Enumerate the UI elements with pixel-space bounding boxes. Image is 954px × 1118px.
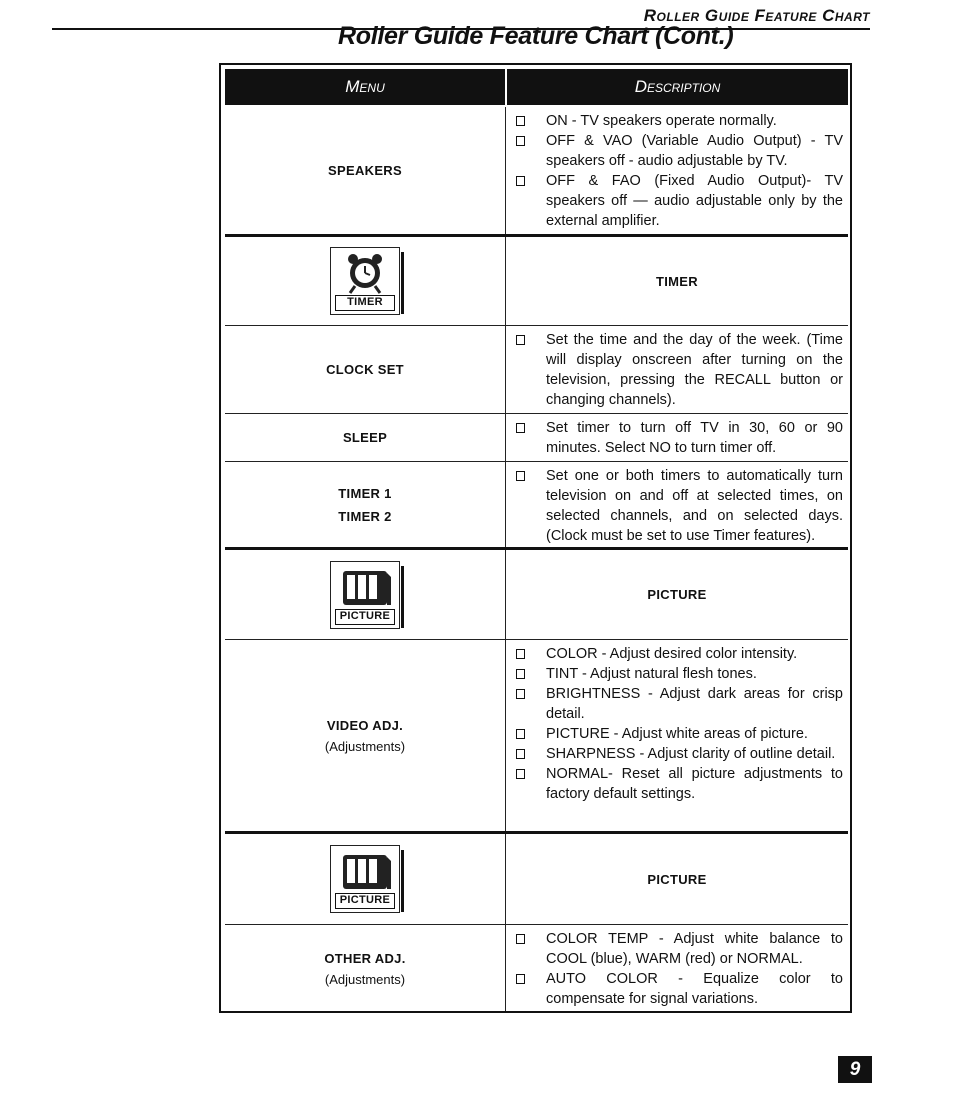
table-row-picture-section: [225, 834, 848, 925]
menu-cell: [225, 550, 506, 639]
page-number: 9: [838, 1056, 872, 1083]
list-item: OFF & FAO (Fixed Audio Output)- TV speakers off — audio adjustable only by the external amplifier.: [514, 171, 843, 231]
list-item: TINT - Adjust natural flesh tones.: [514, 664, 843, 684]
menu-label-video-adj: VIDEO ADJ.: [326, 718, 404, 733]
icon-caption: TIMER: [335, 295, 395, 311]
checkbox-bullet-icon: [516, 471, 525, 481]
menu-sublabel: (Adjustments): [324, 739, 406, 754]
table-row-timers: [225, 462, 848, 550]
tv-screen-icon: [335, 849, 395, 895]
checkbox-bullet-icon: [516, 423, 525, 433]
menu-cell: [225, 462, 506, 547]
checkbox-bullet-icon: [516, 729, 525, 739]
checkbox-bullet-icon: [516, 116, 525, 126]
table-row-video-adj: [225, 640, 848, 834]
checkbox-bullet-icon: [516, 669, 525, 679]
menu-cell: [225, 834, 506, 924]
table-row-clock-set: [225, 326, 848, 414]
checkbox-bullet-icon: [516, 176, 525, 186]
list-item: COLOR TEMP - Adjust white balance to COOL (blue), WARM (red) or NORMAL.: [514, 929, 843, 969]
list-item: OFF & VAO (Variable Audio Output) - TV speakers off - audio adjustable by TV.: [514, 131, 843, 171]
description-cell: [506, 414, 848, 461]
list-item: BRIGHTNESS - Adjust dark areas for crisp detail.: [514, 684, 843, 724]
menu-label-timer-2: TIMER 2: [338, 508, 392, 524]
feature-chart-table: [219, 63, 852, 1013]
checkbox-bullet-icon: [516, 749, 525, 759]
menu-label-timer-1: TIMER 1: [338, 485, 392, 501]
table-row-speakers: [225, 107, 848, 237]
checkbox-bullet-icon: [516, 649, 525, 659]
checkbox-bullet-icon: [516, 335, 525, 345]
menu-label-sleep: SLEEP: [342, 430, 388, 445]
description-cell: [506, 462, 848, 547]
menu-sublabel: (Adjustments): [324, 971, 406, 987]
page-title: Roller Guide Feature Chart (Cont.): [338, 22, 734, 50]
icon-caption: PICTURE: [335, 893, 395, 909]
description-cell: [506, 326, 848, 413]
menu-cell: [225, 925, 506, 1011]
description-cell: [506, 834, 848, 924]
table-row-sleep: [225, 414, 848, 462]
tv-screen-icon: [335, 565, 395, 611]
table-row-other-adj: [225, 925, 848, 1011]
description-cell: [506, 925, 848, 1011]
table-header-row: [225, 69, 848, 105]
menu-cell: [225, 107, 506, 234]
checkbox-bullet-icon: [516, 934, 525, 944]
checkbox-bullet-icon: [516, 974, 525, 984]
list-item: COLOR - Adjust desired color intensity.: [514, 644, 843, 664]
description-cell: [506, 237, 848, 325]
menu-cell: [225, 414, 506, 461]
section-label-picture: PICTURE: [647, 587, 707, 602]
menu-label-clock-set: CLOCK SET: [326, 362, 404, 377]
list-item: PICTURE - Adjust white areas of picture.: [514, 724, 843, 744]
section-label-timer: TIMER: [656, 273, 698, 289]
list-item: Set timer to turn off TV in 30, 60 or 90 minutes. Select NO to turn timer off.: [514, 418, 843, 458]
list-item: Set the time and the day of the week. (Time will display onscreen after turning on the television, pressing the RECALL button or changing channels).: [514, 330, 843, 410]
menu-label-speakers: SPEAKERS: [328, 163, 402, 178]
running-title: Roller Guide Feature Chart: [643, 6, 870, 25]
section-label-picture: PICTURE: [647, 871, 707, 887]
description-cell: [506, 550, 848, 639]
column-header-description: Description: [634, 77, 721, 96]
menu-cell: [225, 237, 506, 325]
table-row-picture-section: [225, 550, 848, 640]
menu-cell: [225, 640, 506, 831]
menu-label-other-adj: OTHER ADJ.: [324, 950, 406, 966]
table-row-timer-section: [225, 237, 848, 326]
list-item: Set one or both timers to automatically turn television on and off at selected times, on selected channels, and on selected days. (Clock must be set to use Timer features).: [514, 466, 843, 546]
list-item: AUTO COLOR - Equalize color to compensate for signal variations.: [514, 969, 843, 1009]
picture-menu-icon: [330, 561, 400, 629]
icon-caption: PICTURE: [335, 609, 395, 625]
description-cell: [506, 640, 848, 831]
timer-menu-icon: [330, 247, 400, 315]
list-item: SHARPNESS - Adjust clarity of outline detail.: [514, 744, 843, 764]
checkbox-bullet-icon: [516, 689, 525, 699]
checkbox-bullet-icon: [516, 769, 525, 779]
menu-cell: [225, 326, 506, 413]
alarm-clock-icon: [335, 251, 395, 297]
list-item: NORMAL- Reset all picture adjustments to factory default settings.: [514, 764, 843, 804]
picture-menu-icon: [330, 845, 400, 913]
description-cell: [506, 107, 848, 234]
list-item: ON - TV speakers operate normally.: [514, 111, 843, 131]
checkbox-bullet-icon: [516, 136, 525, 146]
column-header-menu: Menu: [225, 69, 507, 105]
